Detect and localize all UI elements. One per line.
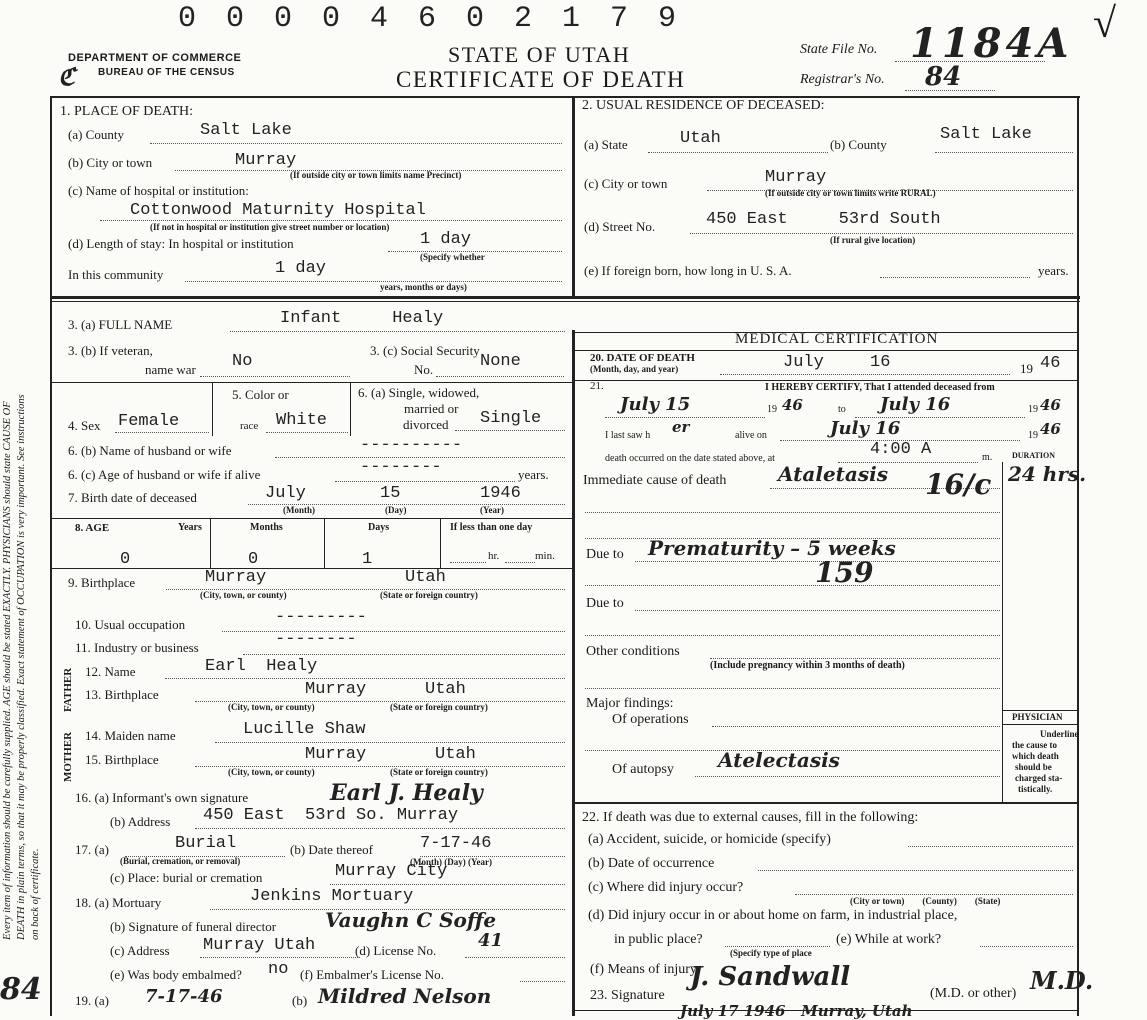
birth-month-value: July — [265, 484, 306, 503]
informant-address-label: (b) Address — [110, 814, 171, 829]
birthplace-note-2: (State or foreign country) — [380, 590, 478, 600]
occupation-value: --------- — [275, 608, 367, 627]
mortuary-value: Jenkins Mortuary — [250, 887, 414, 906]
birth-day-value: 15 — [380, 484, 401, 503]
to-label: to — [838, 404, 846, 415]
dod-month: July — [783, 353, 824, 372]
mother-side-label: MOTHER — [62, 731, 74, 782]
state-file-number: 1184A — [910, 20, 1073, 67]
last-saw-date: July 16 — [830, 418, 901, 439]
industry-value: -------- — [275, 630, 357, 649]
street-label: (d) Street No. — [584, 219, 656, 234]
ssn-no-label: No. — [414, 362, 434, 377]
from-year-prefix: 19 — [767, 404, 777, 415]
am-pm-label: m. — [982, 452, 993, 463]
director-sig-label: (b) Signature of funeral director — [110, 919, 277, 934]
means-of-injury-label: (f) Means of injury — [590, 962, 697, 977]
mother-bp-note-1: (City, town, or county) — [228, 767, 315, 777]
stay-value: 1 day — [420, 230, 472, 249]
father-birthplace-label: 13. Birthplace — [85, 687, 159, 702]
year-note: (Year) — [480, 505, 504, 515]
birthplace-label: 9. Birthplace — [68, 575, 136, 590]
ssn-value: None — [480, 352, 521, 371]
side-instructions-2: DEATH in plain terms, so that it may be properly classified. Exact statement of OCCUPATION is very important. See instructions — [16, 394, 27, 940]
mother-bp-note-2: (State or foreign country) — [390, 767, 488, 777]
embalmed-value: no — [268, 960, 289, 979]
physician-signature: J. Sandwall — [690, 962, 851, 992]
residence-heading: 2. USUAL RESIDENCE OF DECEASED: — [582, 98, 825, 113]
sex-label: 4. Sex — [68, 418, 101, 433]
at-work-label: (e) While at work? — [836, 932, 942, 947]
dept-heading: DEPARTMENT OF COMMERCE — [68, 52, 242, 64]
due-to-1-code: 159 — [815, 556, 874, 589]
mortuary-label: 18. (a) Mortuary — [75, 895, 162, 910]
ssn-label: 3. (c) Social Security — [370, 343, 480, 358]
community-value: 1 day — [275, 259, 327, 278]
divorced-label: divorced — [403, 417, 449, 432]
res-county-value: Salt Lake — [940, 125, 1032, 144]
spouse-age-value: -------- — [360, 458, 442, 477]
married-label: married or — [404, 401, 459, 416]
side-instructions-1: Every item of information should be carefully supplied. AGE should be stated EXACTLY. PHYSICIANS should state CAUSE OF — [2, 401, 13, 940]
physician-note-2: the cause to — [1012, 740, 1057, 750]
full-name-value: Infant Healy — [280, 309, 444, 328]
father-bp-note-2: (State or foreign country) — [390, 702, 488, 712]
color-label: 5. Color or — [232, 387, 289, 402]
autopsy-label: Of autopsy — [612, 762, 674, 777]
physician-note-6: tistically. — [1018, 784, 1053, 794]
public-place-label: in public place? — [614, 932, 703, 947]
veteran-label: 3. (b) If veteran, — [68, 343, 153, 358]
registrar-signature: Mildred Nelson — [318, 984, 492, 1008]
foreign-years-label: years. — [1038, 263, 1069, 278]
registrar-label: Registrar's No. — [800, 72, 885, 87]
stay-label: (d) Length of stay: In hospital or institution — [68, 236, 294, 251]
cert-number: 21. — [590, 380, 604, 392]
birthplace-note-1: (City, town, or county) — [200, 590, 287, 600]
death-city-value: Murray — [235, 151, 297, 170]
birthplace-state: Utah — [405, 568, 446, 587]
immediate-cause-label: Immediate cause of death — [583, 473, 727, 488]
spouse-years-label: years. — [518, 467, 549, 482]
external-c-label: (c) Where did injury occur? — [588, 880, 744, 895]
to-year-prefix: 19 — [1028, 404, 1038, 415]
serial-number: 0 0 0 0 4 6 0 2 1 7 9 — [178, 2, 683, 36]
immediate-cause-value: Ataletasis — [778, 462, 888, 486]
external-d-label: (d) Did injury occur in or about home on farm, in industrial place, — [588, 908, 958, 923]
director-signature: Vaughn C Soffe — [325, 908, 497, 932]
embalmer-license-label: (f) Embalmer's License No. — [300, 967, 444, 982]
age-months-col: Months — [250, 522, 283, 533]
alive-label: alive on — [735, 430, 767, 441]
res-state-label: (a) State — [584, 137, 628, 152]
res-county-label: (b) County — [830, 137, 887, 152]
cert-text: I HEREBY CERTIFY, That I attended deceased from — [765, 382, 995, 393]
md-or-other-label: (M.D. or other) — [930, 986, 1017, 1001]
public-place-note: (Specify type of place — [730, 948, 812, 958]
burial-value: Burial — [175, 834, 237, 853]
embalmed-label: (e) Was body embalmed? — [110, 967, 242, 982]
operations-label: Of operations — [612, 712, 689, 727]
dod-label: 20. DATE OF DEATH — [590, 352, 695, 364]
community-label: In this community — [68, 267, 164, 282]
to-year: 46 — [1040, 396, 1061, 414]
external-c-notes: (City or town) (County) (State) — [850, 896, 1001, 906]
month-note: (Month) — [283, 505, 315, 515]
foreign-label: (e) If foreign born, how long in U. S. A. — [584, 263, 792, 278]
hospital-note: (If not in hospital or institution give street number or location) — [150, 222, 390, 232]
occupation-label: 10. Usual occupation — [75, 617, 186, 632]
res-city-note: (If outside city or town limits write RURAL) — [765, 188, 936, 198]
res-city-value: Murray — [765, 168, 827, 187]
immediate-cause-code: 16/c — [925, 468, 992, 501]
mother-name-value: Lucille Shaw — [243, 720, 366, 739]
last-saw-label: I last saw h — [605, 430, 651, 441]
birthplace-city: Murray — [205, 568, 267, 587]
hospital-value: Cottonwood Maturnity Hospital — [130, 201, 426, 220]
physician-note-1: Underline — [1040, 729, 1079, 739]
hr-label: hr. — [488, 550, 500, 562]
occurred-label: death occurred on the date stated above, at — [605, 453, 775, 464]
stay-note: (Specify whether — [420, 252, 485, 262]
external-heading: 22. If death was due to external causes, fill in the following: — [582, 810, 919, 825]
day-note: (Day) — [385, 505, 407, 515]
corner-mark: 84 — [0, 972, 42, 1007]
state-file-label: State File No. — [800, 42, 878, 57]
father-name-value: Earl Healy — [205, 657, 318, 676]
mortuary-address-value: Murray Utah — [203, 936, 316, 955]
spouse-age-label: 6. (c) Age of husband or wife if alive — [68, 467, 261, 482]
age-days-col: Days — [368, 522, 390, 533]
signature-label: 23. Signature — [590, 988, 665, 1003]
signature-date-place: July 17 1946 Murray, Utah — [680, 1002, 913, 1020]
burial-place-label: (c) Place: burial or cremation — [110, 870, 263, 885]
death-county-label: (a) County — [68, 127, 124, 142]
state-title: STATE OF UTAH — [448, 42, 631, 67]
last-year: 46 — [1040, 420, 1061, 438]
check-mark: √ — [1093, 1, 1117, 47]
community-note: years, months or days) — [380, 282, 467, 292]
res-state-value: Utah — [680, 129, 721, 148]
registrar-sig-label: (b) — [292, 993, 308, 1008]
burial-date-label: (b) Date thereof — [290, 842, 374, 857]
marital-label: 6. (a) Single, widowed, — [358, 385, 480, 400]
hospital-label: (c) Name of hospital or institution: — [68, 183, 249, 198]
attended-from: July 15 — [620, 394, 691, 415]
mother-birth-city: Murray — [305, 745, 367, 764]
md-value: M.D. — [1030, 966, 1094, 995]
dod-year-prefix: 19 — [1020, 361, 1033, 376]
spouse-value: ---------- — [360, 436, 463, 455]
side-instructions-3: on back of certificate. — [30, 848, 41, 940]
dod-note: (Month, day, and year) — [590, 364, 679, 374]
veteran-value: No — [232, 352, 253, 371]
last-saw-pronoun: er — [672, 418, 690, 436]
spouse-label: 6. (b) Name of husband or wife — [68, 443, 232, 458]
other-conditions-note: (Include pregnancy within 3 months of death) — [710, 660, 905, 671]
age-label: 8. AGE — [75, 522, 110, 534]
due-to-2-label: Due to — [586, 596, 624, 611]
age-years-value: 0 — [120, 550, 131, 569]
medical-heading: MEDICAL CERTIFICATION — [735, 331, 939, 347]
death-county-value: Salt Lake — [200, 121, 292, 140]
registrar-number: 84 — [925, 62, 962, 92]
major-findings-label: Major findings: — [586, 696, 674, 711]
license-value: 41 — [478, 930, 504, 951]
age-years-col: Years — [178, 522, 202, 533]
father-birth-city: Murray — [305, 680, 367, 699]
race-value: White — [276, 411, 328, 430]
attended-to: July 16 — [880, 394, 951, 415]
duration-label: DURATION — [1012, 451, 1055, 460]
physician-note-3: which death — [1012, 751, 1059, 761]
physician-note-4: should be — [1015, 762, 1052, 772]
filed-value: 7-17-46 — [145, 986, 223, 1007]
burial-label: 17. (a) — [75, 842, 109, 857]
duration-value: 24 hrs. — [1008, 462, 1087, 486]
from-year: 46 — [782, 396, 803, 414]
burial-date-value: 7-17-46 — [420, 834, 492, 853]
birth-date-label: 7. Birth date of deceased — [68, 490, 197, 505]
industry-label: 11. Industry or business — [75, 640, 199, 655]
full-name-label: 3. (a) FULL NAME — [68, 317, 173, 332]
certificate-title: CERTIFICATE OF DEATH — [396, 67, 686, 92]
burial-note: (Burial, cremation, or removal) — [120, 856, 241, 866]
res-city-label: (c) City or town — [584, 176, 668, 191]
informant-sig-label: 16. (a) Informant's own signature — [75, 790, 249, 805]
burial-place-value: Murray City — [335, 862, 448, 881]
physician-note-5: charged sta- — [1015, 773, 1063, 783]
place-of-death-heading: 1. PLACE OF DEATH: — [60, 104, 194, 119]
death-time: 4:00 A — [870, 440, 932, 459]
physician-heading: PHYSICIAN — [1012, 712, 1063, 722]
filed-label: 19. (a) — [75, 993, 109, 1008]
due-to-1-label: Due to — [586, 547, 624, 562]
burial-date-note: (Month) (Day) (Year) — [410, 857, 492, 867]
birth-year-value: 1946 — [480, 484, 521, 503]
age-days-value: 1 — [362, 550, 373, 569]
marital-value: Single — [480, 409, 542, 428]
mother-birthplace-label: 15. Birthplace — [85, 752, 159, 767]
street-value: 450 East 53rd South — [706, 210, 941, 229]
war-label: name war — [145, 362, 196, 377]
death-city-label: (b) City or town — [68, 155, 153, 170]
father-name-label: 12. Name — [85, 664, 136, 679]
mortuary-address-label: (c) Address — [110, 943, 170, 958]
informant-address-value: 450 East 53rd So. Murray — [203, 806, 459, 825]
bureau-heading: BUREAU OF THE CENSUS — [98, 67, 235, 78]
margin-mark: ℭ — [58, 62, 75, 91]
maiden-label: 14. Maiden name — [85, 728, 176, 743]
street-note: (If rural give location) — [830, 235, 916, 245]
due-to-1-value: Prematurity – 5 weeks — [648, 536, 896, 560]
death-city-note: (If outside city or town limits name Precinct) — [290, 170, 462, 180]
external-b-label: (b) Date of occurrence — [588, 856, 715, 871]
autopsy-value: Atelectasis — [718, 748, 840, 772]
dod-day: 16 — [870, 353, 891, 372]
father-bp-note-1: (City, town, or county) — [228, 702, 315, 712]
license-label: (d) License No. — [355, 943, 437, 958]
dod-year: 46 — [1040, 354, 1061, 373]
last-year-prefix: 19 — [1028, 430, 1038, 441]
min-label: min. — [535, 550, 555, 562]
father-birth-state: Utah — [425, 680, 466, 699]
sex-value: Female — [118, 412, 180, 431]
age-months-value: 0 — [248, 550, 259, 569]
race-label: race — [240, 420, 259, 432]
external-a-label: (a) Accident, suicide, or homicide (specify) — [588, 832, 831, 847]
age-less-day: If less than one day — [450, 522, 533, 533]
mother-birth-state: Utah — [435, 745, 476, 764]
other-conditions-label: Other conditions — [586, 644, 680, 659]
father-side-label: FATHER — [62, 667, 74, 712]
informant-signature: Earl J. Healy — [330, 780, 483, 806]
